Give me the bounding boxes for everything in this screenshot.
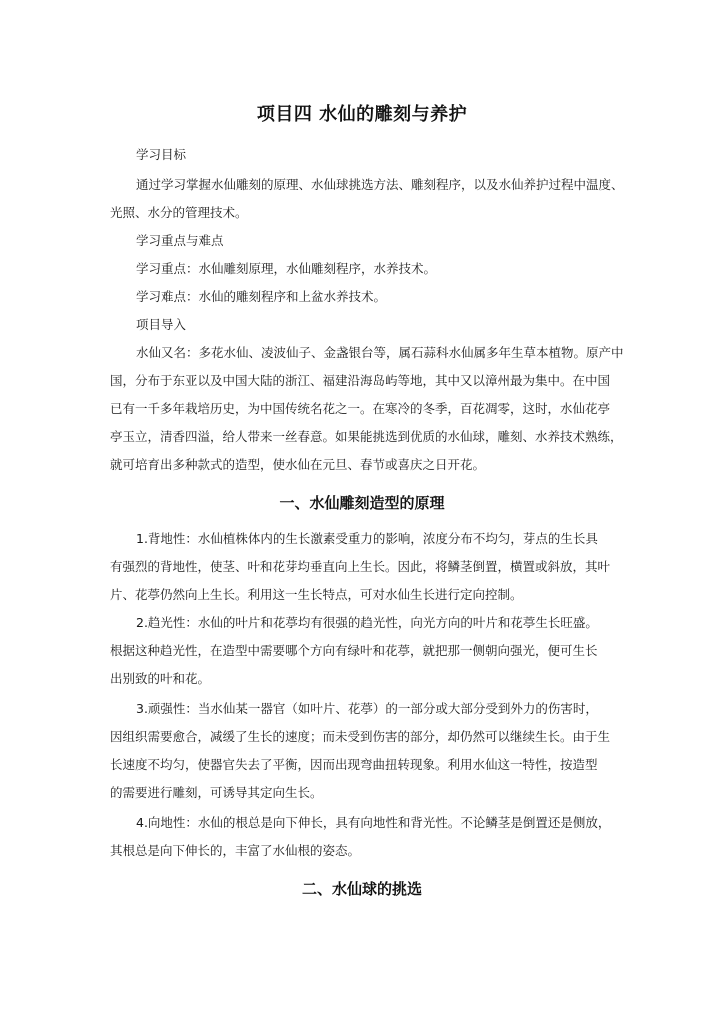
section-2-heading: 二、水仙球的挑选 xyxy=(301,880,422,898)
section-1-line-5: 根据这种趋光性，在造型中需要哪个方向有绿叶和花葶，就把那一侧朝向强光，便可生长 xyxy=(110,643,598,658)
focus-hard-point: 学习难点：水仙的雕刻程序和上盆水养技术。 xyxy=(136,289,387,304)
intro-text-line-4: 亭玉立，清香四溢，给人带来一丝春意。如果能挑选到优质的水仙球，雕刻、水养技术熟练， xyxy=(110,429,623,444)
section-1-line-7: 3.顽强性：当水仙某一器官（如叶片、花葶）的一部分或大部分受到外力的伤害时， xyxy=(136,701,598,716)
intro-text-line-5: 就可培育出多种款式的造型，使水仙在元旦、春节或喜庆之日开花。 xyxy=(110,457,486,472)
section-1-line-12: 其根总是向下伸长的，丰富了水仙根的姿态。 xyxy=(110,843,361,858)
intro-label: 项目导入 xyxy=(136,317,187,332)
intro-text-line-2: 国，分布于东亚以及中国大陆的浙江、福建沿海岛屿等地，其中又以漳州最为集中。在中国 xyxy=(110,373,611,388)
section-1-line-8: 因组织需要愈合，减缓了生长的速度；而未受到伤害的部分，却仍然可以继续生长。由于生 xyxy=(110,729,611,744)
goals-label: 学习目标 xyxy=(136,147,187,162)
intro-text-line-3: 已有一千多年栽培历史，为中国传统名花之一。在寒冷的冬季，百花凋零，这时，水仙花亭 xyxy=(110,401,611,416)
intro-text-line-1: 水仙又名：多花水仙、凌波仙子、金盏银台等，属石蒜科水仙属多年生草本植物。原产中 xyxy=(136,345,624,360)
goals-text-line-1: 通过学习掌握水仙雕刻的原理、水仙球挑选方法、雕刻程序，以及水仙养护过程中温度、 xyxy=(136,177,624,192)
section-1-line-9: 长速度不均匀，使器官失去了平衡，因而出现弯曲扭转现象。利用水仙这一特性，按造型 xyxy=(110,757,598,772)
section-1-line-6: 出别致的叶和花。 xyxy=(110,671,211,686)
section-1-heading: 一、水仙雕刻造型的原理 xyxy=(279,494,445,512)
section-1-line-11: 4.向地性：水仙的根总是向下伸长，具有向地性和背光性。不论鳞茎是倒置还是侧放， xyxy=(136,815,611,830)
section-1-line-4: 2.趋光性：水仙的叶片和花葶均有很强的趋光性，向光方向的叶片和花葶生长旺盛。 xyxy=(136,615,598,630)
section-1-line-2: 有强烈的背地性，使茎、叶和花芽均垂直向上生长。因此，将鳞茎倒置，横置或斜放，其叶 xyxy=(110,559,611,574)
section-1-line-1: 1.背地性：水仙植株体内的生长激素受重力的影响，浓度分布不均匀，芽点的生长具 xyxy=(136,531,598,546)
focus-key-point: 学习重点：水仙雕刻原理，水仙雕刻程序，水养技术。 xyxy=(136,261,437,276)
page-title: 项目四 水仙的雕刻与养护 xyxy=(256,104,468,125)
section-1-line-10: 的需要进行雕刻，可诱导其定向生长。 xyxy=(110,785,323,800)
goals-text-line-2: 光照、水分的管理技术。 xyxy=(110,205,248,220)
section-1-line-3: 片、花葶仍然向上生长。利用这一生长特点，可对水仙生长进行定向控制。 xyxy=(110,587,523,602)
focus-label: 学习重点与难点 xyxy=(136,233,224,248)
